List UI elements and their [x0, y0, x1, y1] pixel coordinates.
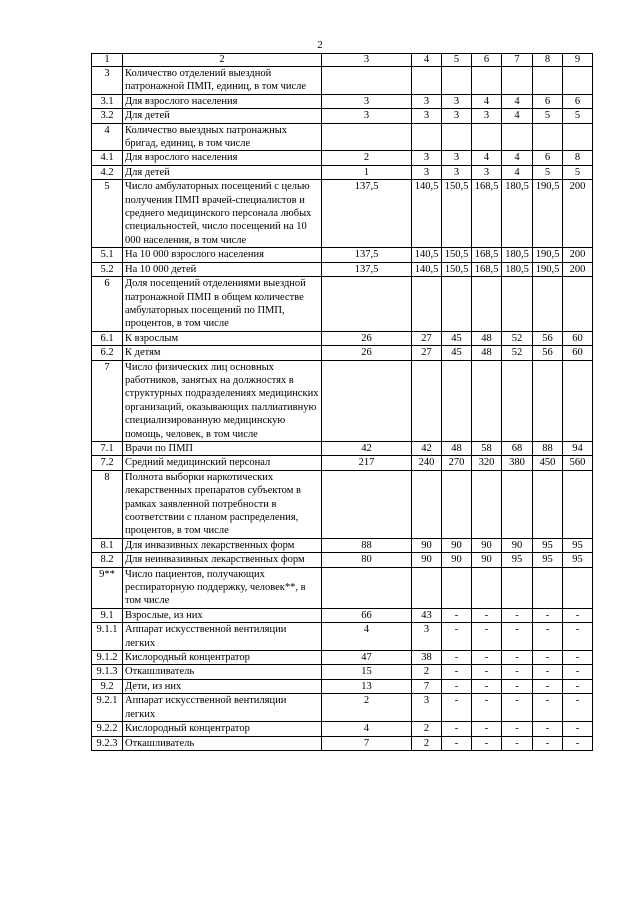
indicator-value: - — [472, 679, 502, 693]
row-number: 6 — [92, 277, 123, 332]
row-number: 9.1.1 — [92, 623, 123, 651]
indicator-value — [412, 360, 442, 441]
indicator-value — [502, 123, 533, 151]
indicator-value: - — [502, 694, 533, 722]
row-number: 9.2.2 — [92, 722, 123, 736]
indicator-value: - — [502, 722, 533, 736]
indicator-value: 190,5 — [533, 180, 563, 248]
indicator-value: 180,5 — [502, 180, 533, 248]
row-number: 9.1 — [92, 608, 123, 622]
indicator-value: 3 — [442, 165, 472, 179]
indicator-value: 60 — [563, 346, 593, 360]
row-number: 9.2.1 — [92, 694, 123, 722]
indicator-value — [412, 123, 442, 151]
indicator-name: Для детей — [123, 109, 322, 123]
page-number: 2 — [317, 39, 323, 51]
indicator-value: - — [563, 736, 593, 750]
indicator-value: - — [442, 623, 472, 651]
table-row — [92, 67, 593, 95]
indicator-value: - — [533, 623, 563, 651]
indicator-value: 560 — [563, 456, 593, 470]
indicator-value: 2 — [322, 694, 412, 722]
table-row — [92, 679, 593, 693]
indicator-value: 4 — [502, 151, 533, 165]
indicator-name: Взрослые, из них — [123, 608, 322, 622]
indicator-value: 180,5 — [502, 262, 533, 276]
row-number: 7 — [92, 360, 123, 441]
row-number: 6.1 — [92, 331, 123, 345]
column-header: 5 — [442, 54, 472, 67]
indicator-value: 27 — [412, 346, 442, 360]
row-number: 6.2 — [92, 346, 123, 360]
indicator-value — [533, 123, 563, 151]
indicator-value: 48 — [442, 441, 472, 455]
indicator-value: - — [533, 679, 563, 693]
row-number: 8 — [92, 470, 123, 538]
table-row — [92, 623, 593, 651]
row-number: 9.1.2 — [92, 651, 123, 665]
indicator-value — [563, 567, 593, 608]
indicator-value: 90 — [442, 553, 472, 567]
table-row — [92, 262, 593, 276]
indicator-name: Откашливатель — [123, 665, 322, 679]
indicator-value: - — [533, 651, 563, 665]
indicator-value — [322, 277, 412, 332]
indicator-value: - — [533, 736, 563, 750]
table-row — [92, 248, 593, 262]
indicator-value: 450 — [533, 456, 563, 470]
indicator-value: - — [472, 623, 502, 651]
indicator-value: 137,5 — [322, 180, 412, 248]
indicator-name: Аппарат искусственной вентиляции легких — [123, 694, 322, 722]
indicator-value: 68 — [502, 441, 533, 455]
indicator-value — [533, 67, 563, 95]
table-row — [92, 151, 593, 165]
row-number: 8.2 — [92, 553, 123, 567]
indicator-value: 6 — [533, 94, 563, 108]
indicator-value: 60 — [563, 331, 593, 345]
indicator-value — [412, 67, 442, 95]
indicator-name: Для инвазивных лекарственных форм — [123, 538, 322, 552]
indicator-value: 80 — [322, 553, 412, 567]
indicator-name: Для взрослого населения — [123, 151, 322, 165]
indicator-value: 95 — [533, 538, 563, 552]
indicator-value: 2 — [412, 722, 442, 736]
indicator-value: 48 — [472, 331, 502, 345]
indicator-value: 140,5 — [412, 262, 442, 276]
indicator-value: - — [563, 665, 593, 679]
indicator-value: - — [533, 608, 563, 622]
indicator-value: 320 — [472, 456, 502, 470]
indicator-name: Аппарат искусственной вентиляции легких — [123, 623, 322, 651]
table-row — [92, 165, 593, 179]
indicator-value: 88 — [533, 441, 563, 455]
indicator-value: 140,5 — [412, 180, 442, 248]
indicator-value — [442, 277, 472, 332]
table-row — [92, 722, 593, 736]
indicator-value: - — [442, 694, 472, 722]
indicator-name: Кислородный концентратор — [123, 722, 322, 736]
indicator-value: 140,5 — [412, 248, 442, 262]
indicator-value: 58 — [472, 441, 502, 455]
indicator-value: 180,5 — [502, 248, 533, 262]
indicator-value: 4 — [472, 151, 502, 165]
indicator-name: Число физических лиц основных работников, занятых на должностях в структурных подразделениях медицинских организаций, оказывающих паллиативную специализированную медицинскую помощь, человек, в том числе — [123, 360, 322, 441]
indicator-value: 56 — [533, 346, 563, 360]
indicator-value: - — [472, 736, 502, 750]
indicator-value: - — [502, 665, 533, 679]
indicator-value — [472, 67, 502, 95]
indicator-value: 3 — [472, 109, 502, 123]
indicator-value: 90 — [472, 538, 502, 552]
indicator-name: Откашливатель — [123, 736, 322, 750]
table-row — [92, 608, 593, 622]
indicator-value — [412, 567, 442, 608]
indicator-value: 6 — [533, 151, 563, 165]
indicator-name: Дети, из них — [123, 679, 322, 693]
indicator-value: 13 — [322, 679, 412, 693]
indicator-name: К взрослым — [123, 331, 322, 345]
indicator-value: - — [472, 608, 502, 622]
table-row — [92, 277, 593, 332]
indicator-value — [502, 360, 533, 441]
indicator-value: - — [442, 608, 472, 622]
indicator-value — [472, 123, 502, 151]
indicator-value — [563, 123, 593, 151]
table-row — [92, 94, 593, 108]
indicator-name: На 10 000 детей — [123, 262, 322, 276]
indicator-value: 90 — [412, 538, 442, 552]
table-row — [92, 470, 593, 538]
indicator-value — [442, 67, 472, 95]
table-row — [92, 123, 593, 151]
indicator-value: 2 — [322, 151, 412, 165]
indicator-value — [442, 360, 472, 441]
column-header: 6 — [472, 54, 502, 67]
indicator-value: 200 — [563, 248, 593, 262]
indicator-value: 47 — [322, 651, 412, 665]
row-number: 3 — [92, 67, 123, 95]
column-header: 2 — [123, 54, 322, 67]
indicator-value: 3 — [412, 109, 442, 123]
indicator-value: 95 — [563, 553, 593, 567]
row-number: 9.1.3 — [92, 665, 123, 679]
row-number: 9.2 — [92, 679, 123, 693]
indicator-value: 95 — [502, 553, 533, 567]
indicator-value: 52 — [502, 331, 533, 345]
indicator-value: - — [502, 623, 533, 651]
indicator-value: 270 — [442, 456, 472, 470]
indicator-name: На 10 000 взрослого населения — [123, 248, 322, 262]
indicator-value: 200 — [563, 180, 593, 248]
indicator-value: 4 — [502, 109, 533, 123]
indicator-value: 200 — [563, 262, 593, 276]
indicator-value: 3 — [442, 94, 472, 108]
indicator-value: 168,5 — [472, 248, 502, 262]
indicator-value: - — [442, 722, 472, 736]
indicator-value — [322, 360, 412, 441]
indicator-value — [533, 277, 563, 332]
column-header: 8 — [533, 54, 563, 67]
indicator-value: 42 — [322, 441, 412, 455]
table-body — [92, 67, 593, 751]
indicator-value — [442, 123, 472, 151]
indicator-value: 4 — [502, 94, 533, 108]
table-row — [92, 456, 593, 470]
row-number: 4 — [92, 123, 123, 151]
indicator-value: 5 — [533, 109, 563, 123]
row-number: 3.1 — [92, 94, 123, 108]
indicator-value: 168,5 — [472, 262, 502, 276]
indicator-value — [533, 470, 563, 538]
indicator-value — [322, 567, 412, 608]
column-header: 1 — [92, 54, 123, 67]
indicator-value — [412, 277, 442, 332]
indicator-value — [472, 360, 502, 441]
indicator-value: - — [472, 651, 502, 665]
indicator-value: 43 — [412, 608, 442, 622]
indicator-value: - — [563, 694, 593, 722]
indicator-value: - — [472, 665, 502, 679]
indicator-value: 26 — [322, 331, 412, 345]
indicator-name: Количество отделений выездной патронажной ПМП, единиц, в том числе — [123, 67, 322, 95]
indicator-value: 4 — [322, 722, 412, 736]
indicator-value: 2 — [412, 665, 442, 679]
indicator-value: 27 — [412, 331, 442, 345]
indicator-value: 190,5 — [533, 248, 563, 262]
indicator-value: 3 — [412, 151, 442, 165]
indicator-value: - — [563, 651, 593, 665]
table-row — [92, 331, 593, 345]
indicator-name: Полнота выборки наркотических лекарственных препаратов субъектом в рамках заявленной потребности в соответствии с планом распределения, процентов, в том числе — [123, 470, 322, 538]
indicator-value: 94 — [563, 441, 593, 455]
indicator-value: 1 — [322, 165, 412, 179]
indicator-name: Средний медицинский персонал — [123, 456, 322, 470]
indicators-table — [91, 53, 593, 751]
table-row — [92, 180, 593, 248]
row-number: 3.2 — [92, 109, 123, 123]
indicator-value: 5 — [533, 165, 563, 179]
indicator-value: - — [442, 665, 472, 679]
indicator-name: Число пациентов, получающих респираторную поддержку, человек**, в том числе — [123, 567, 322, 608]
indicator-value: 6 — [563, 94, 593, 108]
indicator-value: - — [502, 651, 533, 665]
indicator-value: 150,5 — [442, 248, 472, 262]
column-header: 9 — [563, 54, 593, 67]
indicator-value — [533, 567, 563, 608]
indicator-value — [472, 277, 502, 332]
indicator-value — [322, 67, 412, 95]
indicator-value: 8 — [563, 151, 593, 165]
row-number: 5 — [92, 180, 123, 248]
row-number: 8.1 — [92, 538, 123, 552]
indicator-value: 90 — [412, 553, 442, 567]
indicator-value: - — [472, 722, 502, 736]
indicator-value — [563, 470, 593, 538]
indicator-value: - — [563, 608, 593, 622]
indicator-value — [442, 567, 472, 608]
indicator-value — [502, 277, 533, 332]
indicator-value: 3 — [412, 94, 442, 108]
indicator-value: 3 — [472, 165, 502, 179]
indicator-value: 4 — [472, 94, 502, 108]
indicator-value: 5 — [563, 165, 593, 179]
indicator-value: 137,5 — [322, 262, 412, 276]
indicator-value — [322, 470, 412, 538]
indicator-value: 95 — [533, 553, 563, 567]
indicator-value: - — [502, 608, 533, 622]
indicator-value: 150,5 — [442, 262, 472, 276]
indicator-value: 45 — [442, 346, 472, 360]
row-number: 7.1 — [92, 441, 123, 455]
indicator-value: 137,5 — [322, 248, 412, 262]
indicator-value: 150,5 — [442, 180, 472, 248]
indicator-value: 3 — [442, 151, 472, 165]
indicator-value: - — [533, 665, 563, 679]
indicator-value — [442, 470, 472, 538]
indicator-value: - — [563, 722, 593, 736]
indicator-value: - — [502, 679, 533, 693]
indicator-value: 217 — [322, 456, 412, 470]
indicator-name: Число амбулаторных посещений с целью получения ПМП врачей-специалистов и среднего медицинского персонала любых специальностей, число посещений на 10 000 населения, в том числе — [123, 180, 322, 248]
indicator-value — [472, 567, 502, 608]
indicator-value: 48 — [472, 346, 502, 360]
indicator-value: 56 — [533, 331, 563, 345]
indicator-value: - — [563, 623, 593, 651]
table-row — [92, 665, 593, 679]
indicator-value: - — [472, 694, 502, 722]
row-number: 4.1 — [92, 151, 123, 165]
indicator-value — [533, 360, 563, 441]
indicator-value: 168,5 — [472, 180, 502, 248]
column-header: 7 — [502, 54, 533, 67]
indicator-value: 3 — [442, 109, 472, 123]
column-number-row — [92, 54, 593, 67]
indicator-value: - — [533, 694, 563, 722]
column-header: 3 — [322, 54, 412, 67]
indicator-value: 3 — [412, 623, 442, 651]
table-row — [92, 538, 593, 552]
column-header: 4 — [412, 54, 442, 67]
table-row — [92, 694, 593, 722]
indicator-value: 3 — [412, 165, 442, 179]
indicator-value: 88 — [322, 538, 412, 552]
table-row — [92, 360, 593, 441]
indicator-name: Врачи по ПМП — [123, 441, 322, 455]
table-row — [92, 736, 593, 750]
indicator-name: Для неинвазивных лекарственных форм — [123, 553, 322, 567]
row-number: 9** — [92, 567, 123, 608]
indicator-value — [563, 360, 593, 441]
indicator-value: 4 — [502, 165, 533, 179]
indicator-value: 95 — [563, 538, 593, 552]
indicator-value: 45 — [442, 331, 472, 345]
indicator-value: 190,5 — [533, 262, 563, 276]
indicator-value: 66 — [322, 608, 412, 622]
table-row — [92, 109, 593, 123]
indicator-value: 90 — [442, 538, 472, 552]
table-row — [92, 346, 593, 360]
row-number: 5.2 — [92, 262, 123, 276]
row-number: 4.2 — [92, 165, 123, 179]
indicator-name: Для детей — [123, 165, 322, 179]
indicator-name: К детям — [123, 346, 322, 360]
indicator-value — [563, 67, 593, 95]
indicator-name: Кислородный концентратор — [123, 651, 322, 665]
indicator-value: 3 — [412, 694, 442, 722]
indicator-value: 90 — [472, 553, 502, 567]
indicator-value: 52 — [502, 346, 533, 360]
indicator-value: 42 — [412, 441, 442, 455]
indicator-value: - — [563, 679, 593, 693]
row-number: 5.1 — [92, 248, 123, 262]
indicator-name: Для взрослого населения — [123, 94, 322, 108]
indicator-value — [502, 67, 533, 95]
indicator-value: 15 — [322, 665, 412, 679]
indicator-value: - — [442, 736, 472, 750]
table-row — [92, 441, 593, 455]
indicator-value — [412, 470, 442, 538]
indicator-value — [322, 123, 412, 151]
indicator-value: 380 — [502, 456, 533, 470]
indicator-name: Количество выездных патронажных бригад, единиц, в том числе — [123, 123, 322, 151]
indicator-value: 26 — [322, 346, 412, 360]
indicator-value: - — [502, 736, 533, 750]
table-row — [92, 651, 593, 665]
indicator-value: - — [442, 679, 472, 693]
indicator-value: 7 — [322, 736, 412, 750]
indicator-value: 3 — [322, 94, 412, 108]
indicator-value — [502, 470, 533, 538]
indicator-value: 2 — [412, 736, 442, 750]
table-row — [92, 567, 593, 608]
indicator-value — [563, 277, 593, 332]
indicator-value: 38 — [412, 651, 442, 665]
table-row — [92, 553, 593, 567]
row-number: 7.2 — [92, 456, 123, 470]
indicator-value: 3 — [322, 109, 412, 123]
indicator-value: 240 — [412, 456, 442, 470]
indicator-name: Доля посещений отделениями выездной патронажной ПМП в общем количестве амбулаторных посещений по ПМП, процентов, в том числе — [123, 277, 322, 332]
row-number: 9.2.3 — [92, 736, 123, 750]
indicator-value: - — [533, 722, 563, 736]
indicator-value: - — [442, 651, 472, 665]
indicator-value: 7 — [412, 679, 442, 693]
indicator-value: 90 — [502, 538, 533, 552]
indicator-value: 4 — [322, 623, 412, 651]
indicator-value: 5 — [563, 109, 593, 123]
indicator-value — [502, 567, 533, 608]
indicator-value — [472, 470, 502, 538]
